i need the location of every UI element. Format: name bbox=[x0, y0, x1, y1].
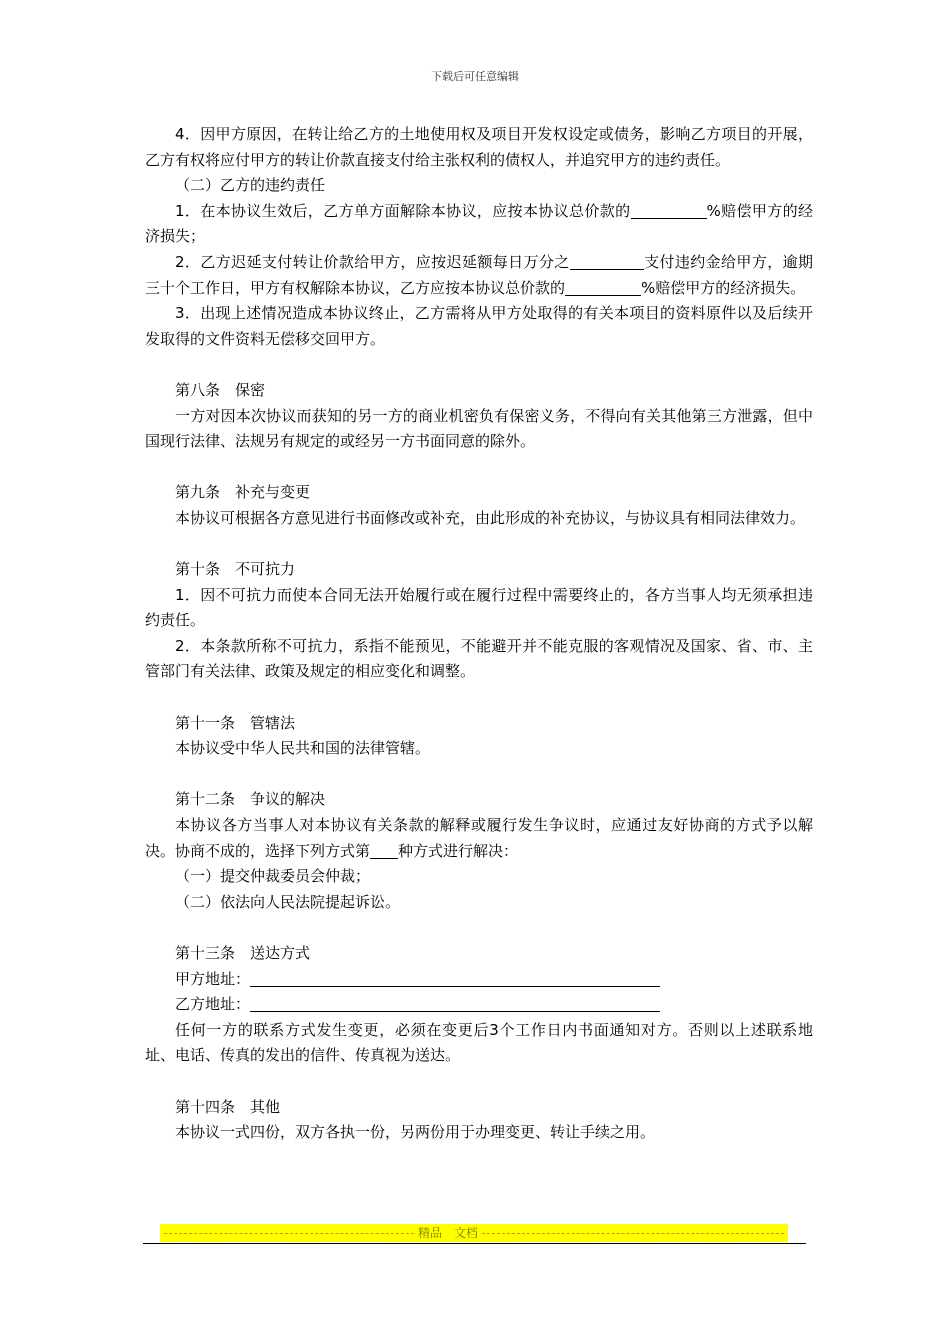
blank-underline bbox=[631, 201, 707, 219]
paragraph-b-breach-1: 1．在本协议生效后，乙方单方面解除本协议，应按本协议总价款的 %赔偿甲方的经济损失； bbox=[145, 201, 813, 246]
article-9-text: 本协议可根据各方意见进行书面修改或补充，由此形成的补充协议，与协议具有相同法律效力。 bbox=[175, 508, 806, 527]
article-12-option-1: （一）提交仲裁委员会仲裁； bbox=[175, 867, 371, 886]
article-11-title: 第十一条 管辖法 bbox=[175, 713, 296, 732]
address-underline bbox=[250, 994, 660, 1012]
footer-dashes-right bbox=[482, 1233, 784, 1234]
article-13-text: 任何一方的联系方式发生变更，必须在变更后3个工作日内书面通知对方。否则以上述联系地址、电话、传真的发出的信件、传真视为送达。 bbox=[145, 1020, 813, 1065]
paragraph-breach-4: 4．因甲方原因，在转让给乙方的土地使用权及项目开发权设定或债务，影响乙方项目的开展，乙方有权将应付甲方的转让价款直接支付给主张权利的债权人，并追究甲方的违约责任。 bbox=[145, 125, 813, 169]
section-party-b-breach-title: （二）乙方的违约责任 bbox=[175, 176, 326, 195]
party-b-address-field: 乙方地址： bbox=[145, 992, 813, 1018]
page-header: 下载后可任意编辑 bbox=[431, 70, 519, 83]
article-12-option-2: （二）依法向人民法院提起诉讼。 bbox=[175, 892, 401, 911]
blank-underline bbox=[565, 278, 641, 296]
article-10-title: 第十条 不可抗力 bbox=[175, 560, 296, 579]
article-12-text: 本协议各方当事人对本协议有关条款的解释或履行发生争议时，应通过友好协商的方式予以解决。协商不成的，选择下列方式第 种方式进行解决： bbox=[145, 816, 813, 860]
article-9-title: 第九条 补充与变更 bbox=[175, 483, 311, 502]
article-13-title: 第十三条 送达方式 bbox=[175, 944, 311, 962]
document-body bbox=[145, 122, 813, 1146]
blank-underline bbox=[370, 841, 398, 859]
article-10-item-2: 2．本条款所称不可抗力，系指不能预见，不能避开并不能克服的客观情况及国家、省、市、主管部门有关法律、政策及规定的相应变化和调整。 bbox=[145, 636, 813, 681]
article-12-title: 第十二条 争议的解决 bbox=[175, 790, 326, 809]
article-11-text: 本协议受中华人民共和国的法律管辖。 bbox=[175, 739, 431, 758]
article-8-text: 一方对因本次协议而获知的另一方的商业机密负有保密义务，不得向有关其他第三方泄露，但中国现行法律、法规另有规定的或经另一方书面同意的除外。 bbox=[145, 406, 813, 451]
party-a-address-field: 甲方地址： bbox=[145, 967, 813, 993]
footer-rule bbox=[143, 1243, 806, 1244]
footer-label: 精品 文档 bbox=[417, 1226, 478, 1240]
paragraph-b-breach-3: 3．出现上述情况造成本协议终止，乙方需将从甲方处取得的有关本项目的资料原件以及后续开发取得的文件资料无偿移交回甲方。 bbox=[145, 304, 813, 348]
article-14-text: 本协议一式四份，双方各执一份，另两份用于办理变更、转让手续之用。 bbox=[175, 1123, 656, 1142]
footer-highlight-bar bbox=[160, 1224, 788, 1242]
article-14-title: 第十四条 其他 bbox=[175, 1097, 281, 1116]
article-10-item-1: 1．因不可抗力而使本合同无法开始履行或在履行过程中需要终止的，各方当事人均无须承担违约责任。 bbox=[145, 585, 813, 630]
footer-dashes-left bbox=[164, 1233, 414, 1234]
paragraph-b-breach-2: 2．乙方迟延支付转让价款给甲方，应按迟延额每日万分之 支付违约金给甲方，逾期三十个工作日，甲方有权解除本协议，乙方应按本协议总价款的 %赔偿甲方的经济损失。 bbox=[145, 252, 813, 297]
address-underline bbox=[250, 969, 660, 987]
blank-underline bbox=[570, 252, 644, 270]
article-8-title: 第八条 保密 bbox=[175, 380, 266, 399]
